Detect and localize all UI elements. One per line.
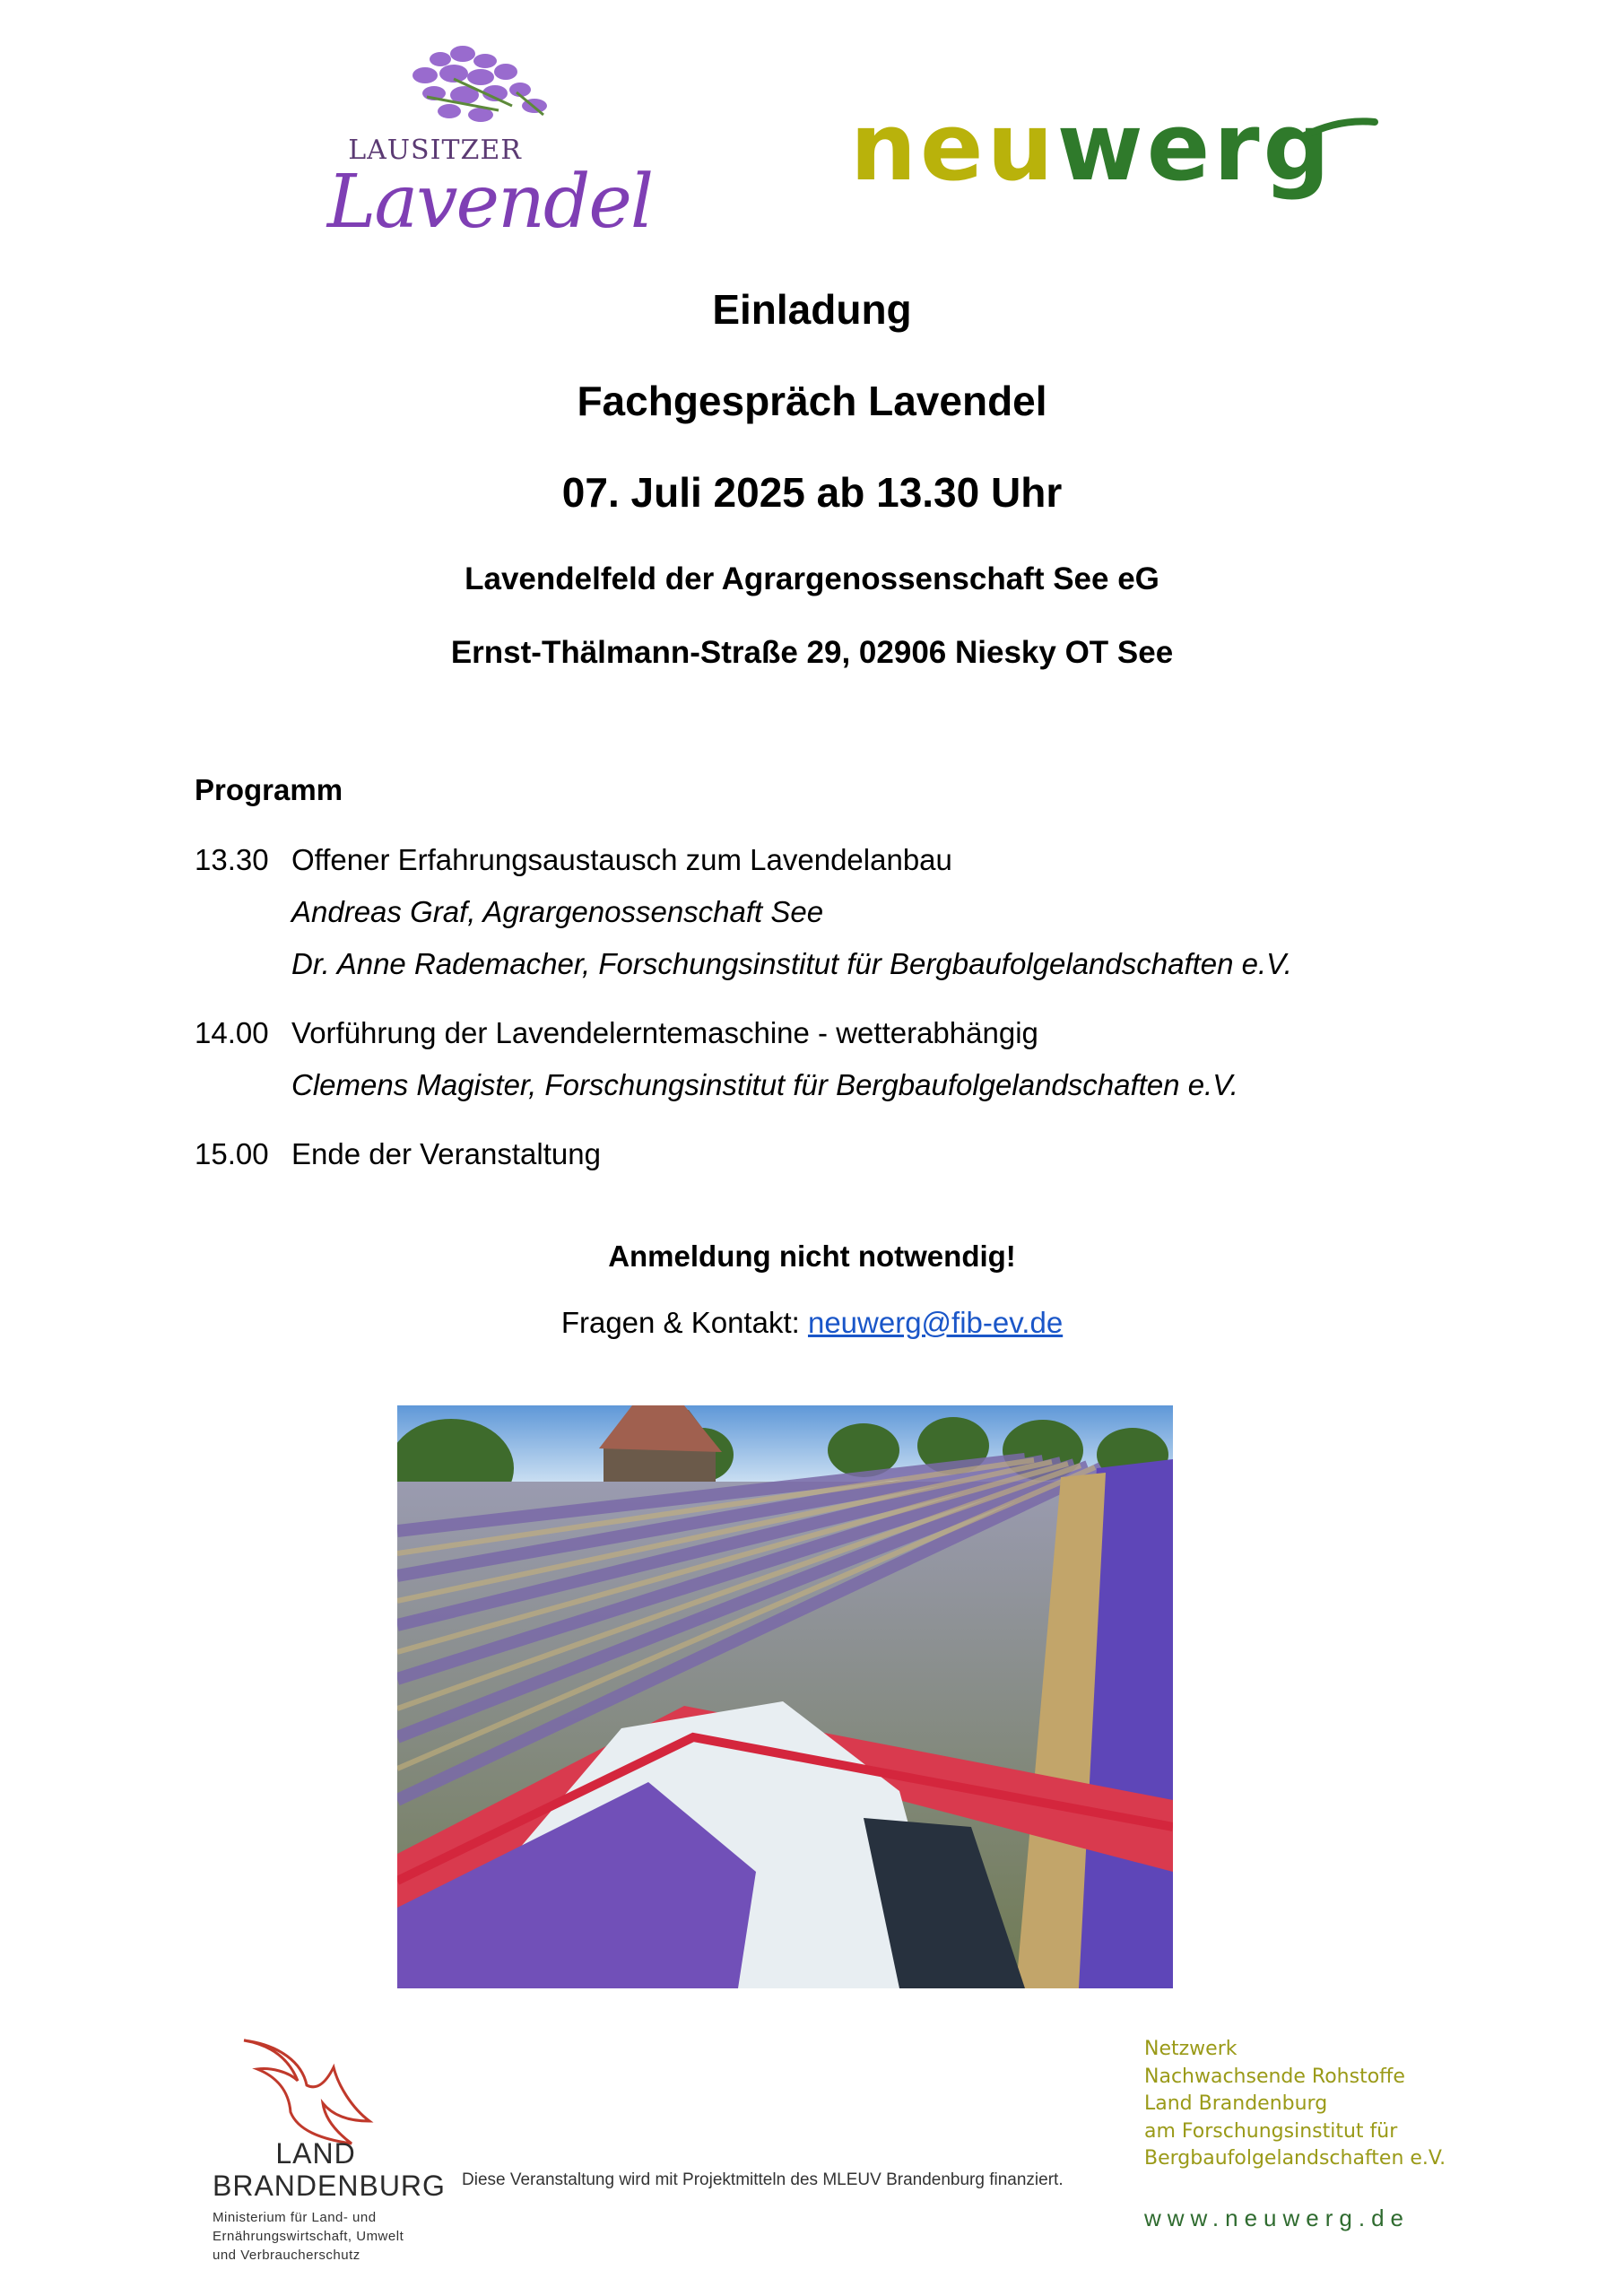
event-address: Ernst-Thälmann-Straße 29, 02906 Niesky OT See	[450, 635, 1174, 670]
ministry-line: Ernährungswirtschaft, Umwelt	[213, 2229, 404, 2244]
program-heading: Programm	[195, 773, 343, 806]
neuwerg-logo-part2: werg	[1056, 92, 1333, 202]
ministry-name	[213, 2208, 404, 2265]
program-item-text: Offener Erfahrungsaustausch zum Lavendelanbau	[291, 843, 952, 876]
neuwerg-logo-part1: neu	[850, 92, 1057, 202]
network-line: Land Brandenburg	[1144, 2092, 1328, 2115]
network-info	[1144, 2036, 1446, 2173]
program-speaker: Clemens Magister, Forschungsinstitut für Bergbaufolgelandschaften e.V.	[291, 1068, 1238, 1101]
lavender-field-photo	[397, 1405, 1173, 1988]
program-time: 15.00	[195, 1137, 269, 1170]
program-speaker: Dr. Anne Rademacher, Forschungsinstitut für Bergbaufolgelandschaften e.V.	[291, 947, 1292, 980]
page-title: Einladung	[712, 286, 912, 333]
registration-note: Anmeldung nicht notwendig!	[608, 1239, 1016, 1273]
network-line: am Forschungsinstitut für	[1144, 2119, 1398, 2143]
logo-lausitzer-text: LAUSITZER	[348, 135, 522, 166]
ministry-line: Ministerium für Land- und	[213, 2210, 377, 2225]
program-time: 13.30	[195, 843, 269, 876]
event-title: Fachgespräch Lavendel	[577, 378, 1047, 424]
network-line: Netzwerk	[1144, 2038, 1238, 2060]
network-line: Bergbaufolgelandschaften e.V.	[1144, 2147, 1446, 2170]
website-link[interactable]: www.neuwerg.de	[1144, 2205, 1410, 2231]
ministry-line: und Verbraucherschutz	[213, 2248, 360, 2263]
program-item-text: Vorführung der Lavendelerntemaschine - wetterabhängig	[291, 1016, 1038, 1049]
neuwerg-logo	[850, 92, 1333, 202]
brandenburg-label: BRANDENBURG	[213, 2170, 446, 2202]
program-speaker: Andreas Graf, Agrargenossenschaft See	[291, 895, 824, 928]
land-brandenburg-wordmark	[213, 2137, 446, 2202]
contact-label: Fragen & Kontakt:	[560, 1306, 800, 1339]
event-date: 07. Juli 2025 ab 13.30 Uhr	[561, 469, 1063, 516]
contact-email-link[interactable]: neuwerg@fib-ev.de	[807, 1306, 1064, 1339]
contact-line	[0, 1306, 1624, 1340]
funding-note: Diese Veranstaltung wird mit Projektmitteln des MLEUV Brandenburg finanziert.	[462, 2170, 1064, 2189]
logo-lavendel-text: Lavendel	[326, 160, 653, 245]
program-time: 14.00	[195, 1016, 269, 1049]
program-item-text: Ende der Veranstaltung	[291, 1137, 601, 1170]
neuwerg-swoosh-icon	[1298, 115, 1379, 142]
land-label: LAND	[275, 2137, 356, 2170]
network-line: Nachwachsende Rohstoffe	[1144, 2065, 1405, 2088]
event-location: Lavendelfeld der Agrargenossenschaft See eG	[465, 561, 1159, 596]
